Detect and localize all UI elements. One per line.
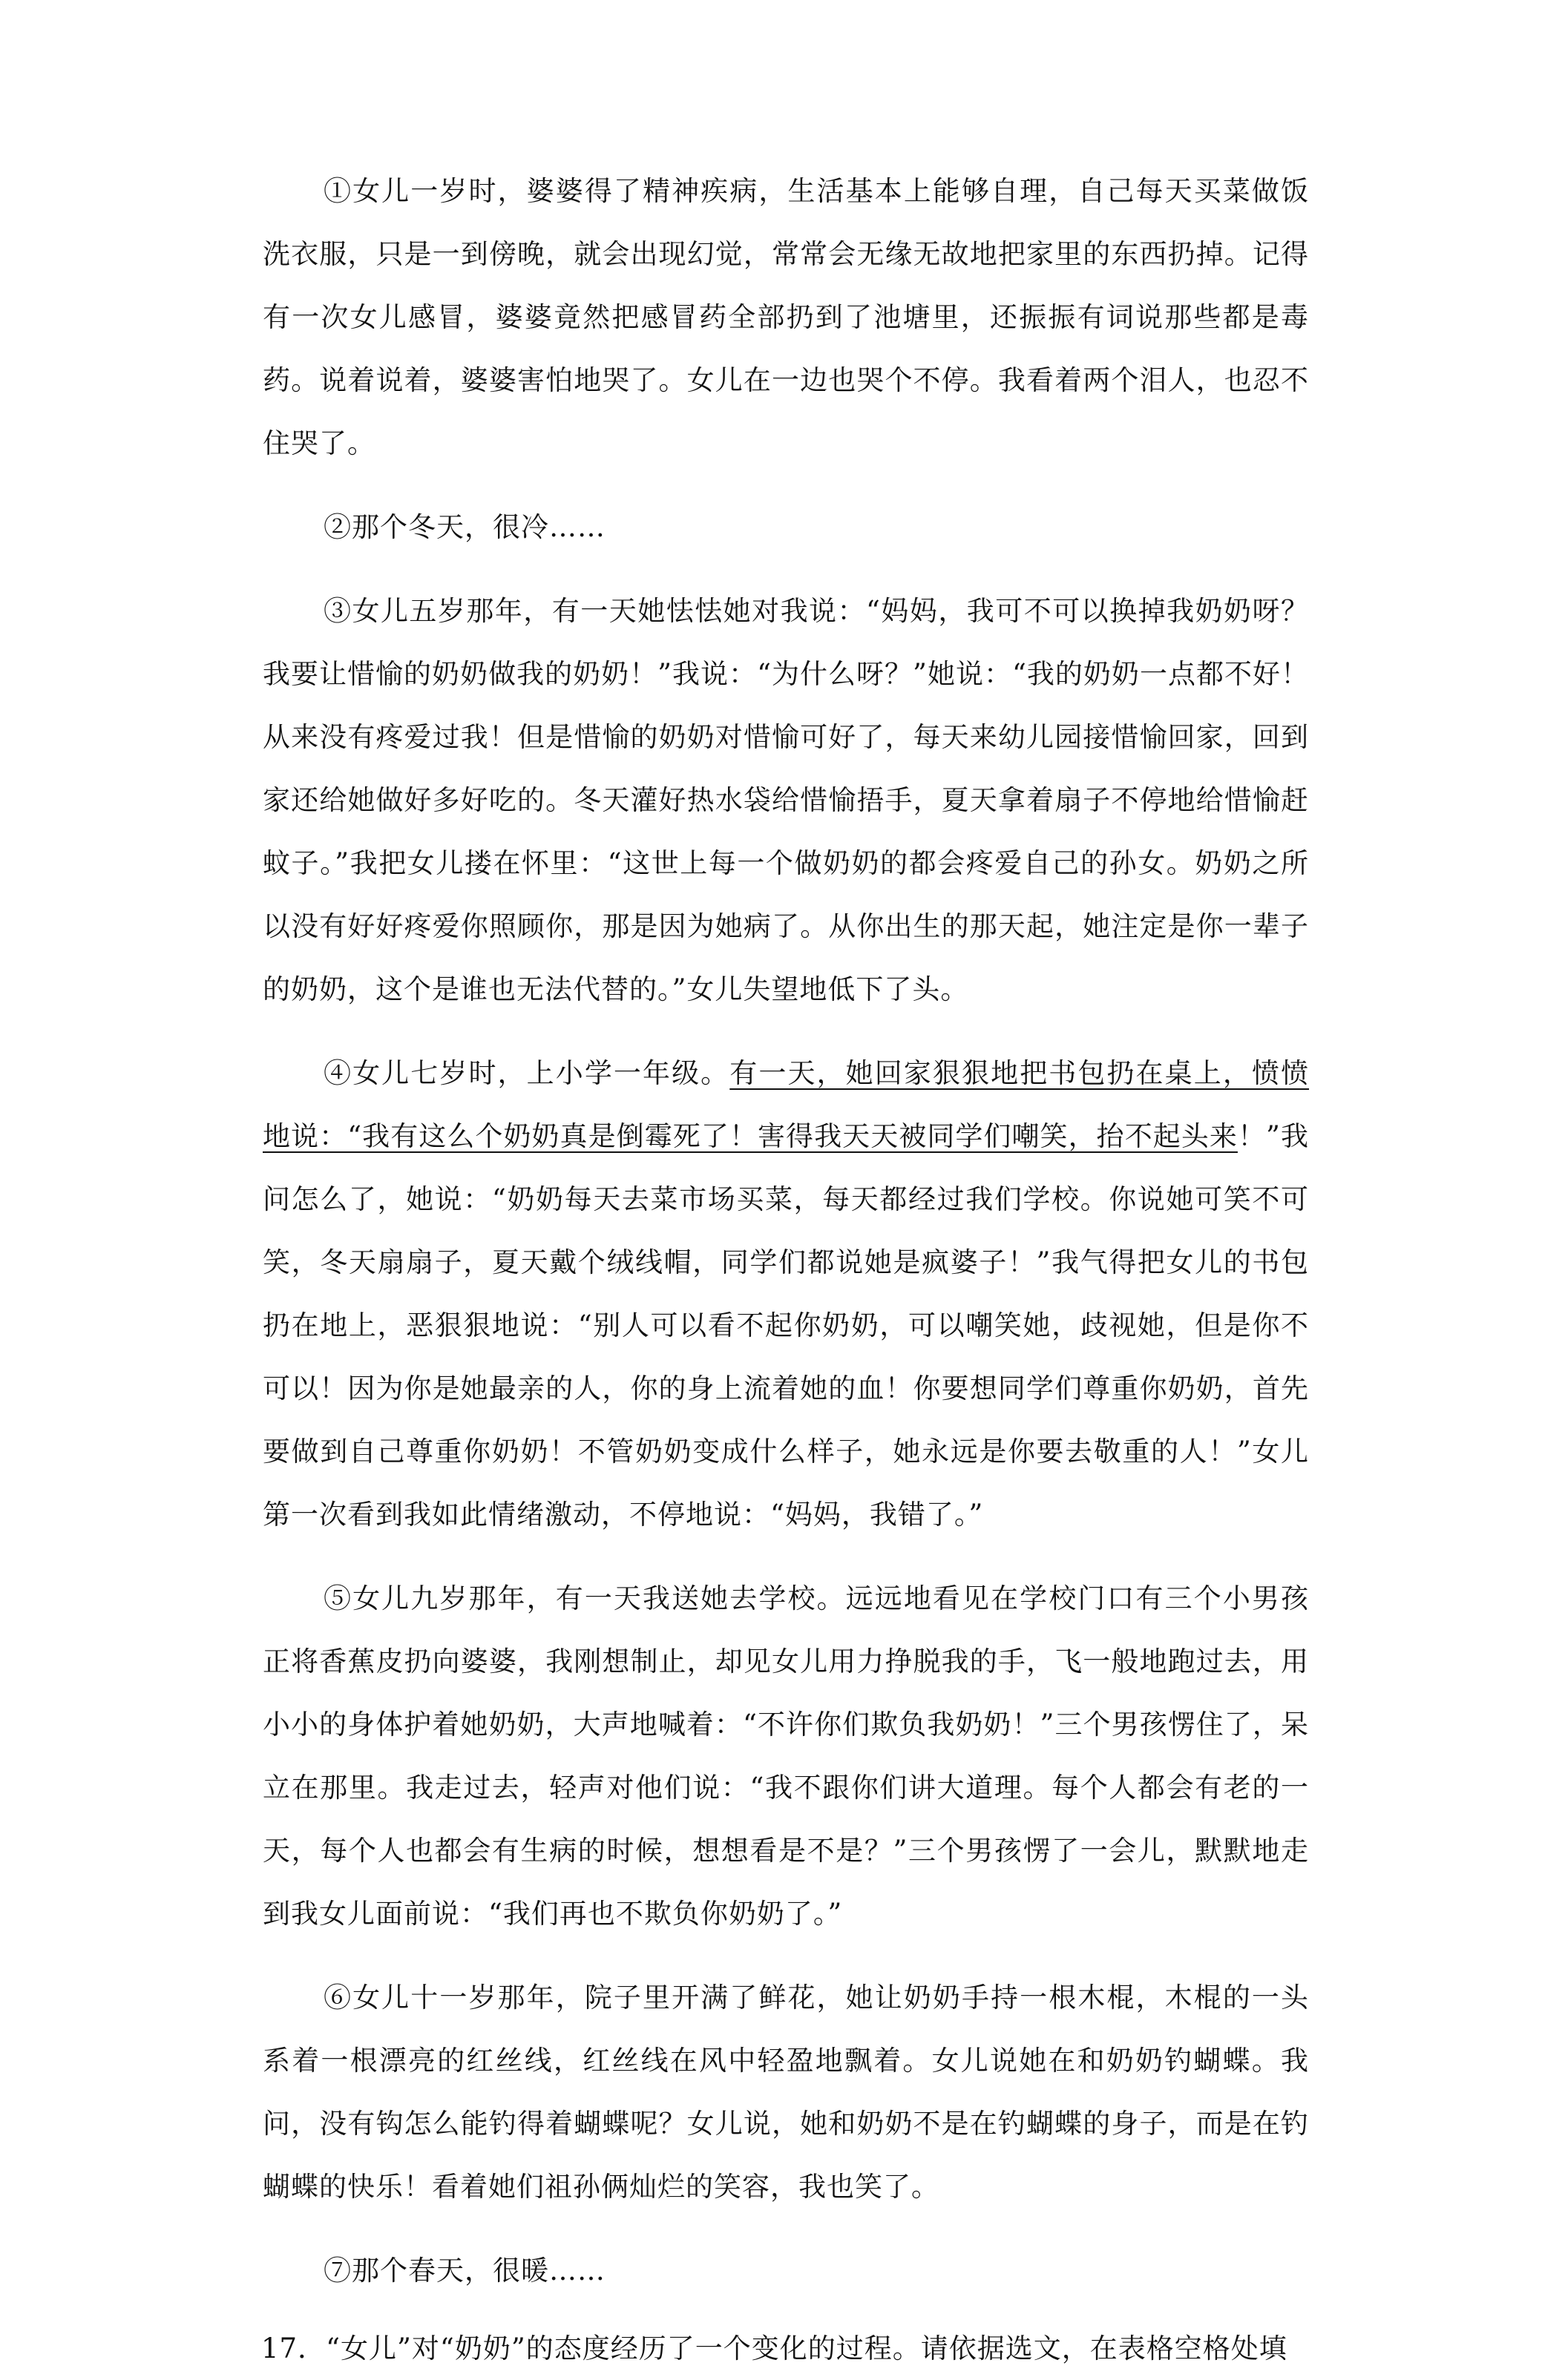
paragraph-3: ③女儿五岁那年，有一天她怯怯她对我说：“妈妈，我可不可以换掉我奶奶呀？我要让惜愉的奶奶做我的奶奶！”我说：“为什么呀？”她说：“我的奶奶一点都不好！从来没有疼爱过我！但是惜愉的奶奶对惜愉可好了，每天来幼儿园接惜愉回家，回到家还给她做好多好吃的。冬天灌好热水袋给惜愉捂手，夏天拿着扇子不停地给惜愉赶蚊子。”我把女儿搂在怀里：“这世上每一个做奶奶的都会疼爱自己的孙女。奶奶之所以没有好好疼爱你照顾你，那是因为她病了。从你出生的那天起，她注定是你一辈子的奶奶，这个是谁也无法代替的。”女儿失望地低下了头。 [263, 595, 1309, 1005]
paragraph-2: ②那个冬天，很冷…… [324, 511, 606, 543]
paragraph-4-lead: ④女儿七岁时，上小学一年级。 [324, 1057, 730, 1089]
paragraph-6: ⑥女儿十一岁那年，院子里开满了鲜花，她让奶奶手持一根木棍，木棍的一头系着一根漂亮的红丝线，红丝线在风中轻盈地飘着。女儿说她在和奶奶钓蝴蝶。我问，没有钩怎么能钓得着蝴蝶呢？女儿说，她和奶奶不是在钓蝴蝶的身子，而是在钓蝴蝶的快乐！看着她们祖孙俩灿烂的笑容，我也笑了。 [263, 1982, 1309, 2203]
question-17: 17．“女儿”对“奶奶”的态度经历了一个变化的过程。请依据选文，在表格空格处填 [261, 2333, 1287, 2364]
paragraph-4 [263, 1042, 1309, 1546]
paragraph-4-rest: ！”我问怎么了，她说：“奶奶每天去菜市场买菜，每天都经过我们学校。你说她可笑不可笑，冬天扇扇子，夏天戴个绒线帽，同学们都说她是疯婆子！”我气得把女儿的书包扔在地上，恶狠狠地说：“别人可以看不起你奶奶，可以嘲笑她，歧视她，但是你不可以！因为你是她最亲的人，你的身上流着她的血！你要想同学们尊重你奶奶，首先要做到自己尊重你奶奶！不管奶奶变成什么样子，她永远是你要去敬重的人！”女儿第一次看到我如此情绪激动，不停地说：“妈妈，我错了。” [263, 1120, 1309, 1531]
paragraph-1: ①女儿一岁时，婆婆得了精神疾病，生活基本上能够自理，自己每天买菜做饭洗衣服，只是一到傍晚，就会出现幻觉，常常会无缘无故地把家里的东西扔掉。记得有一次女儿感冒，婆婆竟然把感冒药全部扔到了池塘里，还振振有词说那些都是毒药。说着说着，婆婆害怕地哭了。女儿在一边也哭个不停。我看着两个泪人，也忍不住哭了。 [263, 175, 1309, 459]
article-body [263, 160, 1309, 2380]
paragraph-7: ⑦那个春天，很暖…… [324, 2255, 606, 2287]
paragraph-4-underlined-sentence: 有一天，她回家狠狠地把书包扔在桌上，愤愤地说：“我有这么个奶奶真是倒霉死了！害得我天天被同学们嘲笑，抬不起头来 [263, 1057, 1310, 1152]
paragraph-5: ⑤女儿九岁那年，有一天我送她去学校。远远地看见在学校门口有三个小男孩正将香蕉皮扔向婆婆，我刚想制止，却见女儿用力挣脱我的手，飞一般地跑过去，用小小的身体护着她奶奶，大声地喊着：“不许你们欺负我奶奶！”三个男孩愣住了，呆立在那里。我走过去，轻声对他们说：“我不跟你们讲大道理。每个人都会有老的一天，每个人也都会有生病的时候，想想看是不是？”三个男孩愣了一会儿，默默地走到我女儿面前说：“我们再也不欺负你奶奶了。” [263, 1582, 1309, 1930]
